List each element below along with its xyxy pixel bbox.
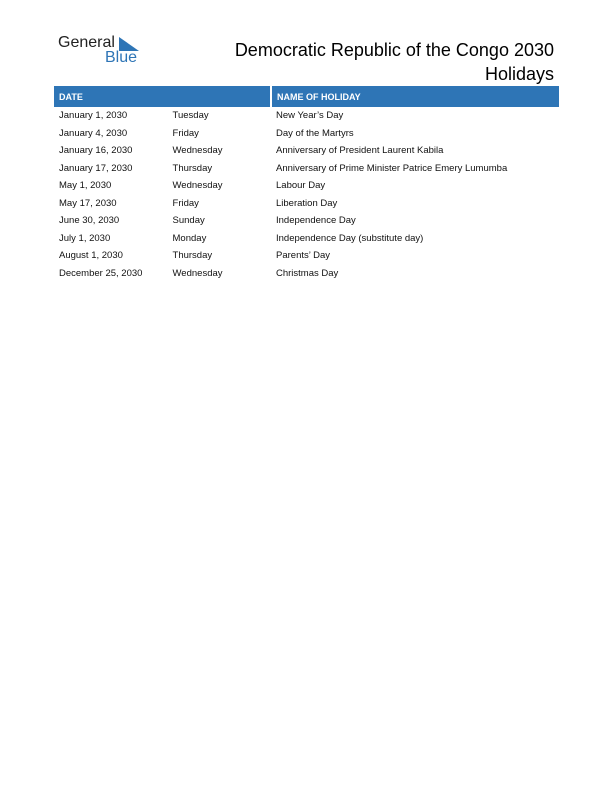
page-title <box>194 38 554 86</box>
holiday-weekday: Monday <box>172 232 207 244</box>
logo-word-general: General <box>58 34 115 51</box>
holiday-name: Parents’ Day <box>276 250 331 262</box>
column-header-name: NAME OF HOLIDAY <box>271 86 559 107</box>
table-row <box>54 195 559 213</box>
logo-word-blue: Blue <box>105 49 138 66</box>
table-row <box>54 125 559 143</box>
holiday-date: January 17, 2030 <box>59 162 133 174</box>
holiday-weekday: Tuesday <box>172 110 209 122</box>
table-row <box>54 265 559 283</box>
table-row <box>54 107 559 125</box>
holiday-weekday: Wednesday <box>172 145 223 157</box>
holiday-name: Anniversary of Prime Minister Patrice Emery Lumumba <box>276 162 508 174</box>
table-row <box>54 247 559 265</box>
holiday-name: Labour Day <box>276 180 326 192</box>
holiday-weekday: Friday <box>172 127 199 139</box>
table-row <box>54 160 559 178</box>
title-line-2: Holidays <box>484 64 554 84</box>
holiday-name: Anniversary of President Laurent Kabila <box>276 145 444 157</box>
holiday-name: Independence Day (substitute day) <box>276 232 424 244</box>
holiday-date: June 30, 2030 <box>59 215 120 227</box>
title-line-1: Democratic Republic of the Congo 2030 <box>234 40 554 60</box>
holiday-name: Independence Day <box>276 215 356 227</box>
table-header-row <box>54 86 559 107</box>
holiday-date: January 1, 2030 <box>59 110 128 122</box>
holiday-date: July 1, 2030 <box>59 232 111 244</box>
holiday-date: August 1, 2030 <box>59 250 123 262</box>
holiday-weekday: Wednesday <box>172 180 223 192</box>
holiday-rows <box>54 107 559 282</box>
holiday-weekday: Thursday <box>172 250 213 262</box>
holiday-date: May 1, 2030 <box>59 180 112 192</box>
column-header-date: DATE <box>54 86 271 107</box>
table-row <box>54 230 559 248</box>
table-row <box>54 212 559 230</box>
table-row <box>54 177 559 195</box>
holiday-weekday: Sunday <box>172 215 205 227</box>
generalblue-logo <box>58 34 148 68</box>
holiday-date: January 4, 2030 <box>59 127 128 139</box>
table-row <box>54 142 559 160</box>
holiday-weekday: Thursday <box>172 162 213 174</box>
holiday-date: January 16, 2030 <box>59 145 133 157</box>
holiday-name: Day of the Martyrs <box>276 127 354 139</box>
holiday-name: New Year’s Day <box>276 110 344 122</box>
holiday-name: Liberation Day <box>276 197 338 209</box>
holiday-weekday: Wednesday <box>172 267 223 279</box>
holiday-weekday: Friday <box>172 197 199 209</box>
holiday-table <box>54 86 559 282</box>
holiday-date: December 25, 2030 <box>59 267 143 279</box>
holiday-name: Christmas Day <box>276 267 339 279</box>
holiday-date: May 17, 2030 <box>59 197 117 209</box>
